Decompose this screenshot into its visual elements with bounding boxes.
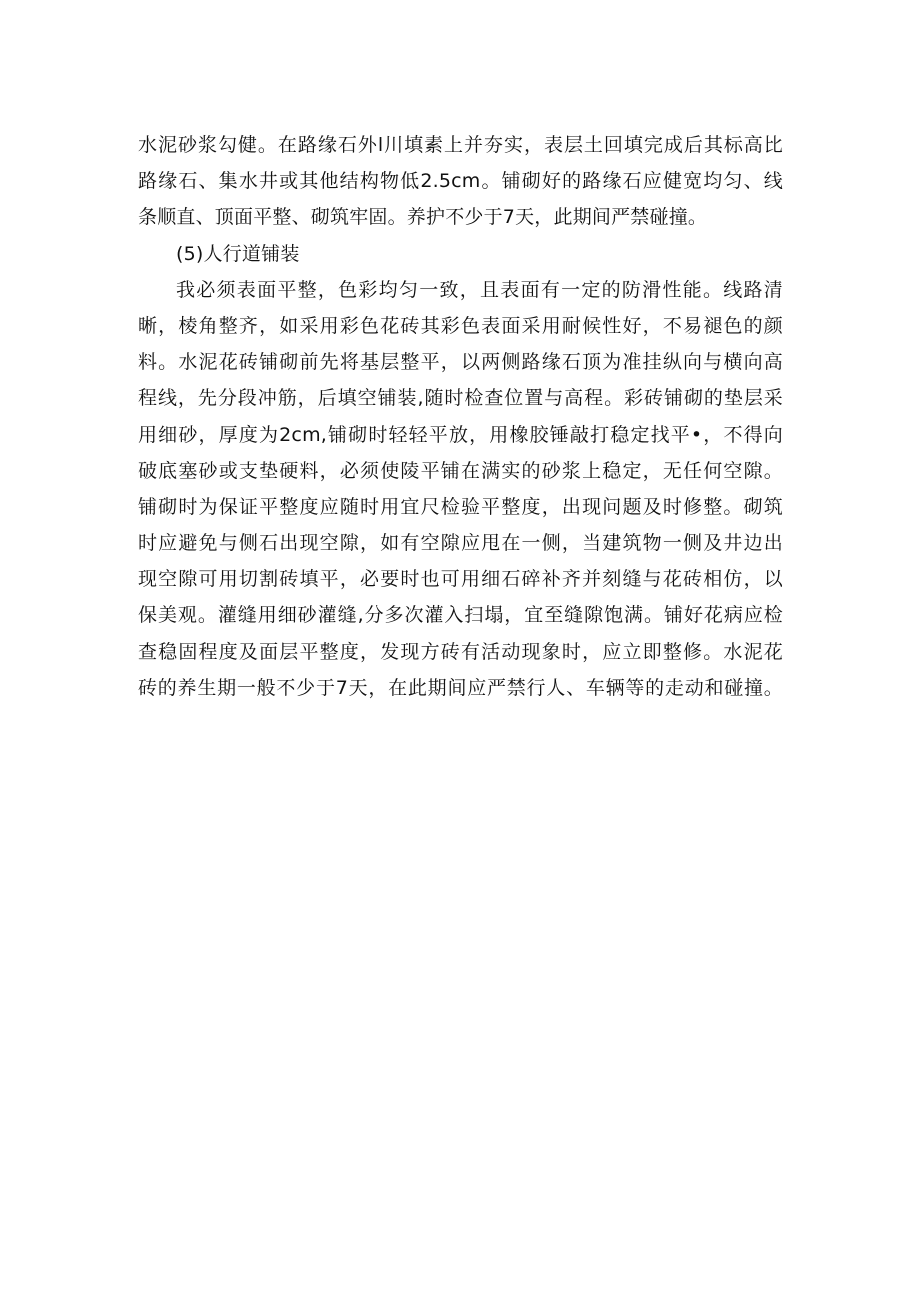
text-line-11: 铺砌时为保证平整度应随时用宜尺检验平整度，出现问题及时修整。砌筑 <box>138 495 783 518</box>
text-line-16: 砖的养生期一般不少于7天，在此期间应严禁行人、车辆等的走动和碰撞。 <box>138 676 783 699</box>
text-line-1: 水泥砂浆勾健。在路缘石外l川填素上并夯实，表层土回填完成后其标高比 <box>138 134 783 156</box>
text-line-10: 破底塞砂或支垫硬料，必须使陵平铺在满实的砂浆上稳定，无任何空隙。 <box>138 459 783 482</box>
text-line-6: 晰，棱角整齐，如采用彩色花砖其彩色表面采用耐候性好，不易褪色的颜 <box>138 314 783 337</box>
text-line-5: 我必须表面平整，色彩均匀一致，且表面有一定的防滑性能。线路清 <box>176 278 783 301</box>
body-text <box>138 127 783 706</box>
text-line-15: 查稳固程度及面层平整度，发现方砖有活动现象时，应立即整修。水泥花 <box>138 640 783 663</box>
text-line-3: 条顺直、顶面平整、砌筑牢固。养护不少于7天，此期间严禁碰撞。 <box>138 206 708 229</box>
text-line-14: 保美观。灌缝用细砂灌缝,分多次灌入扫塌，宜至缝隙饱满。铺好花病应检 <box>138 604 783 627</box>
text-line-12: 时应避免与侧石出现空隙，如有空隙应甩在一侧，当建筑物一侧及井边出 <box>138 532 783 555</box>
text-line-7: 料。水泥花砖铺砌前先将基层整平，以两侧路缘石顶为准挂纵向与横向高 <box>138 351 783 374</box>
text-line-8: 程线，先分段冲筋，后填空铺装,随时检查位置与高程。彩砖铺砌的垫层采 <box>138 387 783 410</box>
text-line-9: 用细砂，厚度为2cm,铺砌时轻轻平放，用橡胶锤敲打稳定找平•，不得向 <box>138 423 783 446</box>
section-heading: (5)人行道铺装 <box>176 242 300 265</box>
text-line-2: 路缘石、集水井或其他结构物低2.5cm。铺砌好的路缘石应健宽均匀、线 <box>138 170 783 193</box>
text-line-13: 现空隙可用切割砖填平，必要时也可用细石碎补齐并刻缝与花砖相仿，以 <box>138 568 783 591</box>
